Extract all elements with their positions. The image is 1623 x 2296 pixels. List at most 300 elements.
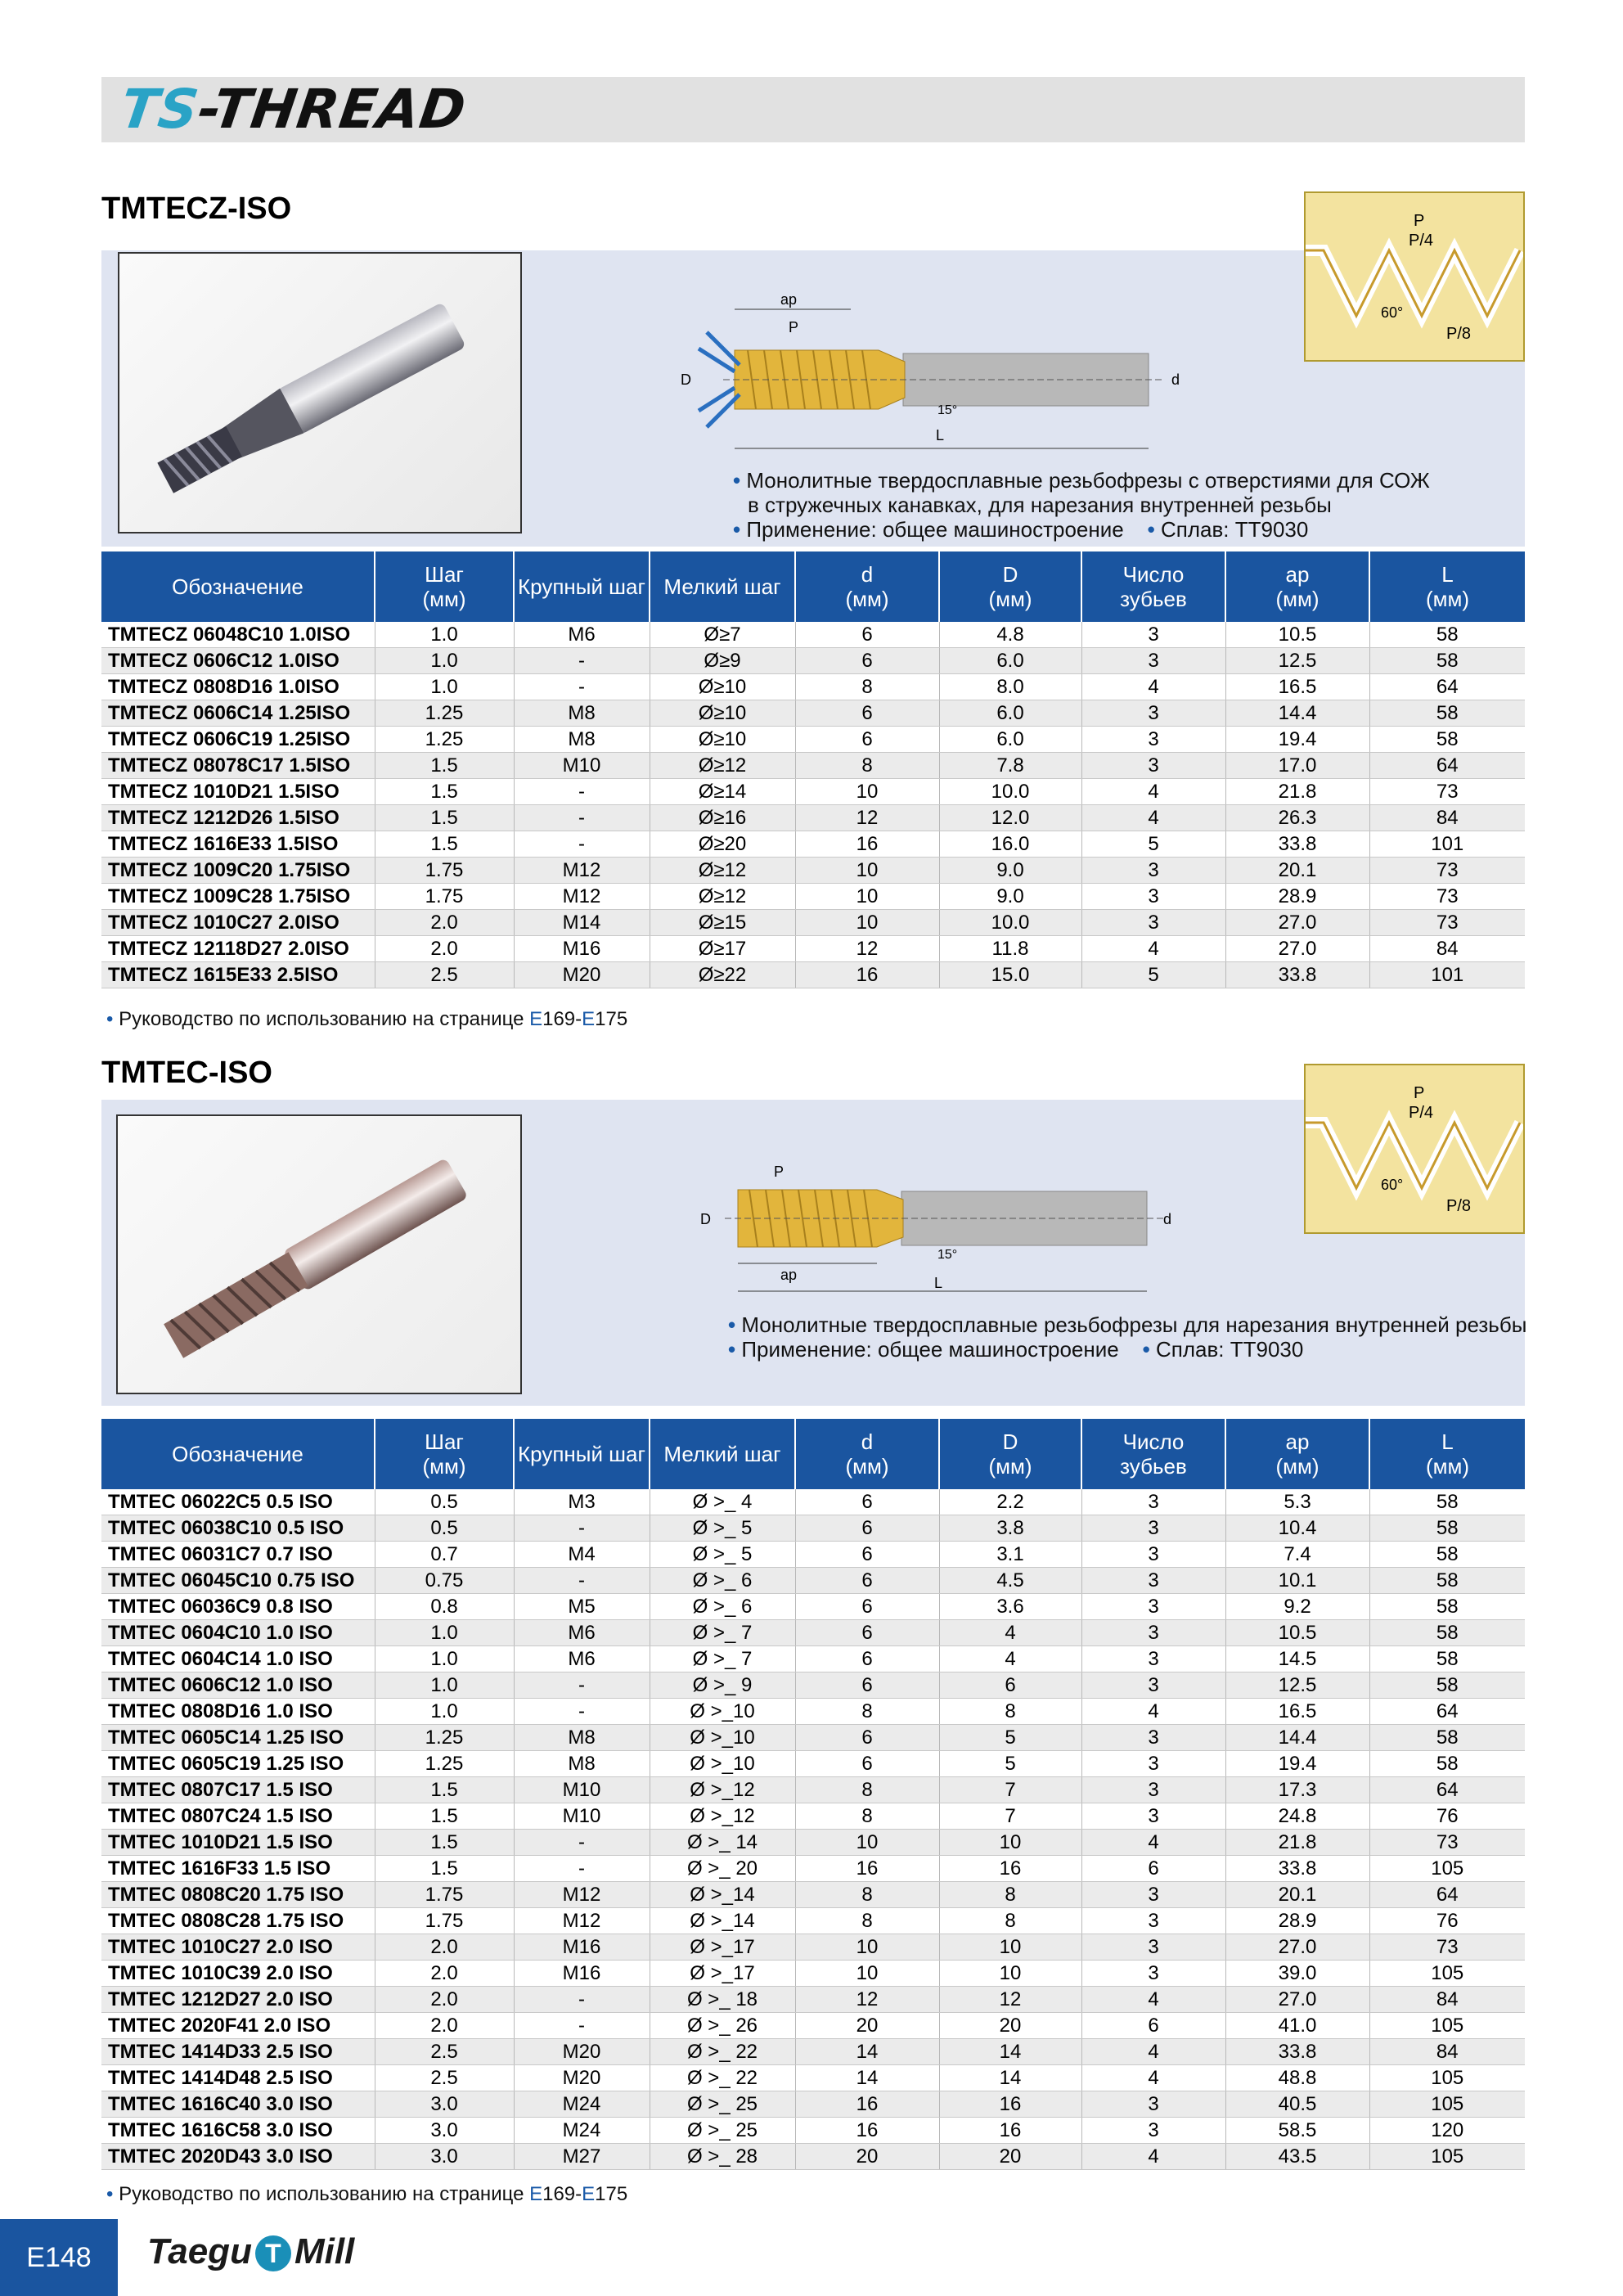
designation-cell: TMTEC 1010D21 1.5 ISO	[101, 1830, 375, 1856]
table-cell: 58.5	[1225, 2118, 1369, 2144]
table-cell: 58	[1369, 1620, 1525, 1646]
table-cell: 1.25	[375, 1751, 514, 1777]
ap-dim-label: ap	[780, 291, 798, 308]
designation-cell: TMTECZ 1615E33 2.5ISO	[101, 962, 375, 988]
table-cell: 28.9	[1225, 884, 1369, 910]
table-cell: 101	[1369, 962, 1525, 988]
table-cell: 16.5	[1225, 1699, 1369, 1725]
section-title-tmtec: TMTEC-ISO	[101, 1056, 272, 1090]
designation-cell: TMTECZ 08078C17 1.5ISO	[101, 753, 375, 779]
table-cell: -	[514, 1830, 650, 1856]
table-cell: 1.0	[375, 1646, 514, 1672]
product-photo-tmtecz	[118, 252, 522, 533]
designation-cell: TMTECZ 1212D26 1.5ISO	[101, 805, 375, 831]
table-cell: 3	[1081, 1489, 1225, 1515]
table-cell: 3	[1081, 1672, 1225, 1699]
profile-p4-label-2: P/4	[1409, 1104, 1434, 1122]
section-title-tmtecz: TMTECZ-ISO	[101, 191, 292, 226]
table-cell: 4	[1081, 805, 1225, 831]
pitch-dim-label: P	[789, 319, 799, 335]
table-cell: 58	[1369, 1515, 1525, 1542]
d-dim-label: d	[1171, 371, 1180, 388]
table-cell: 16	[939, 2091, 1081, 2118]
profile-p8-label: P/8	[1446, 325, 1472, 343]
table-row	[101, 936, 1525, 962]
table-cell: 10	[795, 1830, 939, 1856]
table-cell: Ø≥12	[650, 884, 795, 910]
D-dim-label-2: D	[700, 1211, 711, 1227]
column-header: Число зубьев	[1081, 1419, 1225, 1489]
table-cell: M10	[514, 1777, 650, 1803]
table-cell: 58	[1369, 1725, 1525, 1751]
table-cell: 4	[939, 1646, 1081, 1672]
table-cell: 1.25	[375, 700, 514, 727]
table-cell: Ø >_ 25	[650, 2118, 795, 2144]
designation-cell: TMTEC 0604C10 1.0 ISO	[101, 1620, 375, 1646]
table-cell: M12	[514, 1882, 650, 1908]
table-cell: Ø >_10	[650, 1699, 795, 1725]
table-cell: 7	[939, 1803, 1081, 1830]
table-cell: 14	[795, 2039, 939, 2065]
table-row	[101, 2118, 1525, 2144]
table-cell: Ø >_ 26	[650, 2013, 795, 2039]
profile-p8-label-2: P/8	[1446, 1197, 1472, 1215]
thread-profile-tmtec	[1304, 1064, 1525, 1234]
table-cell: M20	[514, 2065, 650, 2091]
designation-cell: TMTECZ 1010C27 2.0ISO	[101, 910, 375, 936]
table-cell: 10.0	[939, 910, 1081, 936]
table-cell: 58	[1369, 1594, 1525, 1620]
table-cell: M20	[514, 2039, 650, 2065]
table-cell: 2.0	[375, 1961, 514, 1987]
table-cell: 8	[939, 1908, 1081, 1934]
table-cell: Ø >_10	[650, 1725, 795, 1751]
table-cell: 8	[795, 1777, 939, 1803]
table-cell: 8	[795, 1908, 939, 1934]
table-row	[101, 1515, 1525, 1542]
table-cell: 105	[1369, 2013, 1525, 2039]
table-cell: 58	[1369, 622, 1525, 648]
table-cell: 10	[795, 858, 939, 884]
table-cell: 2.5	[375, 2039, 514, 2065]
profile-angle-label-2: 60°	[1381, 1177, 1404, 1193]
table-cell: 1.25	[375, 727, 514, 753]
table-cell: 10.0	[939, 779, 1081, 805]
table-cell: Ø >_ 6	[650, 1594, 795, 1620]
table-cell: 3	[1081, 1908, 1225, 1934]
table-cell: 20	[939, 2013, 1081, 2039]
ts-thread-logo: TS-THREAD	[116, 78, 470, 141]
table-cell: Ø≥9	[650, 648, 795, 674]
designation-cell: TMTEC 06022C5 0.5 ISO	[101, 1489, 375, 1515]
table-cell: 15.0	[939, 962, 1081, 988]
designation-cell: TMTECZ 0606C19 1.25ISO	[101, 727, 375, 753]
table-cell: 39.0	[1225, 1961, 1369, 1987]
table-cell: 40.5	[1225, 2091, 1369, 2118]
table-cell: 6	[795, 727, 939, 753]
table-cell: 5.3	[1225, 1489, 1369, 1515]
table-cell: 33.8	[1225, 831, 1369, 858]
table-cell: 64	[1369, 1777, 1525, 1803]
table-cell: 4	[1081, 1699, 1225, 1725]
ap-dim-label-2: ap	[780, 1267, 798, 1283]
table-cell: 64	[1369, 753, 1525, 779]
table-cell: 12	[795, 936, 939, 962]
table-cell: 3	[1081, 622, 1225, 648]
column-header: L (мм)	[1369, 1419, 1525, 1489]
table-cell: 8.0	[939, 674, 1081, 700]
table-cell: 84	[1369, 1987, 1525, 2013]
table-cell: 5	[939, 1751, 1081, 1777]
table-cell: 7.8	[939, 753, 1081, 779]
table-cell: 1.75	[375, 1882, 514, 1908]
table-cell: 3	[1081, 1777, 1225, 1803]
table-cell: 5	[1081, 831, 1225, 858]
table-cell: M16	[514, 1961, 650, 1987]
table-row	[101, 779, 1525, 805]
table-cell: Ø≥20	[650, 831, 795, 858]
table-cell: 84	[1369, 2039, 1525, 2065]
table-cell: 64	[1369, 674, 1525, 700]
table-cell: 3	[1081, 1882, 1225, 1908]
designation-cell: TMTEC 0605C19 1.25 ISO	[101, 1751, 375, 1777]
table-row	[101, 1961, 1525, 1987]
table-row	[101, 648, 1525, 674]
designation-cell: TMTEC 1616C40 3.0 ISO	[101, 2091, 375, 2118]
taegutec-mill-logo: Taegu T Mill	[147, 2231, 355, 2271]
table-row	[101, 1594, 1525, 1620]
table-cell: 6	[795, 1751, 939, 1777]
table-cell: 20	[795, 2013, 939, 2039]
table-cell: M8	[514, 1725, 650, 1751]
table-cell: 21.8	[1225, 779, 1369, 805]
designation-cell: TMTEC 2020D43 3.0 ISO	[101, 2144, 375, 2170]
table-cell: 14.4	[1225, 700, 1369, 727]
table-cell: 14.4	[1225, 1725, 1369, 1751]
designation-cell: TMTEC 1414D48 2.5 ISO	[101, 2065, 375, 2091]
table-cell: 26.3	[1225, 805, 1369, 831]
table-cell: 4	[1081, 779, 1225, 805]
table-row	[101, 674, 1525, 700]
table-cell: Ø≥12	[650, 753, 795, 779]
table-row	[101, 1830, 1525, 1856]
table-row	[101, 753, 1525, 779]
table-cell: 8	[795, 1699, 939, 1725]
table-cell: 1.0	[375, 1672, 514, 1699]
table-cell: -	[514, 831, 650, 858]
thread-profile-tmtecz	[1304, 191, 1525, 362]
table-row	[101, 700, 1525, 727]
table-cell: M12	[514, 884, 650, 910]
table-cell: 12	[795, 1987, 939, 2013]
table-cell: 1.5	[375, 1856, 514, 1882]
designation-cell: TMTEC 06038C10 0.5 ISO	[101, 1515, 375, 1542]
table-cell: 3	[1081, 1568, 1225, 1594]
column-header: Крупный шаг	[514, 551, 650, 622]
table-cell: 19.4	[1225, 1751, 1369, 1777]
table-cell: 105	[1369, 2091, 1525, 2118]
column-header: D (мм)	[939, 551, 1081, 622]
table-cell: 10	[795, 910, 939, 936]
column-header: L (мм)	[1369, 551, 1525, 622]
table-cell: M10	[514, 753, 650, 779]
table-cell: 0.5	[375, 1489, 514, 1515]
table-cell: 4.8	[939, 622, 1081, 648]
table-cell: 58	[1369, 727, 1525, 753]
table-cell: 48.8	[1225, 2065, 1369, 2091]
table-cell: 4	[1081, 2144, 1225, 2170]
table-cell: 3.6	[939, 1594, 1081, 1620]
column-header: Мелкий шаг	[650, 1419, 795, 1489]
table-cell: 73	[1369, 1934, 1525, 1961]
table-cell: 58	[1369, 1751, 1525, 1777]
table-cell: 8	[795, 753, 939, 779]
table-row	[101, 1568, 1525, 1594]
table-cell: M6	[514, 1620, 650, 1646]
table-cell: 10	[795, 1961, 939, 1987]
table-cell: Ø >_17	[650, 1934, 795, 1961]
table-cell: 9.2	[1225, 1594, 1369, 1620]
table-cell: 27.0	[1225, 936, 1369, 962]
table-cell: 8	[939, 1882, 1081, 1908]
table-cell: 10	[795, 884, 939, 910]
table-cell: 6	[1081, 1856, 1225, 1882]
table-cell: 3.0	[375, 2091, 514, 2118]
table-cell: 3	[1081, 1725, 1225, 1751]
table-cell: 6	[795, 1515, 939, 1542]
table-cell: 16	[795, 2118, 939, 2144]
table-cell: 4	[1081, 2065, 1225, 2091]
table-cell: 20	[795, 2144, 939, 2170]
column-header: ap (мм)	[1225, 551, 1369, 622]
table-cell: 14.5	[1225, 1646, 1369, 1672]
column-header: Обозначение	[101, 551, 375, 622]
table-cell: M16	[514, 936, 650, 962]
designation-cell: TMTEC 1414D33 2.5 ISO	[101, 2039, 375, 2065]
profile-p-label-2: P	[1414, 1084, 1425, 1102]
table-cell: Ø≥16	[650, 805, 795, 831]
column-header: Мелкий шаг	[650, 551, 795, 622]
table-cell: 8	[939, 1699, 1081, 1725]
table-cell: Ø >_ 4	[650, 1489, 795, 1515]
table-row	[101, 622, 1525, 648]
table-row	[101, 1882, 1525, 1908]
table-cell: Ø >_ 20	[650, 1856, 795, 1882]
table-row	[101, 1803, 1525, 1830]
table-cell: M5	[514, 1594, 650, 1620]
column-header: d (мм)	[795, 551, 939, 622]
table-row	[101, 962, 1525, 988]
table-cell: 1.5	[375, 753, 514, 779]
table-cell: 58	[1369, 1646, 1525, 1672]
table-cell: 16	[939, 2118, 1081, 2144]
designation-cell: TMTEC 06036C9 0.8 ISO	[101, 1594, 375, 1620]
table-cell: 0.8	[375, 1594, 514, 1620]
table-cell: Ø >_ 5	[650, 1542, 795, 1568]
table-cell: 73	[1369, 910, 1525, 936]
table-cell: 6	[795, 622, 939, 648]
pitch-dim-label-2: P	[774, 1164, 785, 1180]
d-dim-label-2: d	[1163, 1211, 1172, 1227]
L-dim-label: L	[936, 427, 945, 443]
spec-table-tmtec	[101, 1419, 1525, 2170]
page-number: E148	[0, 2219, 118, 2296]
table-cell: Ø >_ 22	[650, 2065, 795, 2091]
table-cell: -	[514, 1856, 650, 1882]
spec-table-tmtecz	[101, 551, 1525, 988]
table-cell: 4	[939, 1620, 1081, 1646]
table-cell: Ø≥10	[650, 700, 795, 727]
table-cell: 16	[795, 2091, 939, 2118]
designation-cell: TMTEC 1010C27 2.0 ISO	[101, 1934, 375, 1961]
table-cell: 1.0	[375, 1699, 514, 1725]
table-cell: -	[514, 674, 650, 700]
tool-diagram-tmtecz	[674, 283, 1198, 463]
table-cell: 27.0	[1225, 1987, 1369, 2013]
table-cell: 2.2	[939, 1489, 1081, 1515]
table-cell: 6	[795, 1620, 939, 1646]
table-cell: 6	[795, 1542, 939, 1568]
designation-cell: TMTEC 06045C10 0.75 ISO	[101, 1568, 375, 1594]
table-cell: -	[514, 805, 650, 831]
table-cell: 58	[1369, 1542, 1525, 1568]
table-cell: Ø≥17	[650, 936, 795, 962]
designation-cell: TMTECZ 0606C14 1.25ISO	[101, 700, 375, 727]
designation-cell: TMTECZ 0606C12 1.0ISO	[101, 648, 375, 674]
table-cell: 58	[1369, 648, 1525, 674]
table-cell: 3	[1081, 884, 1225, 910]
product-photo-tmtec	[116, 1114, 522, 1394]
table-cell: 12.5	[1225, 648, 1369, 674]
table-cell: 10	[939, 1961, 1081, 1987]
table-cell: 1.0	[375, 1620, 514, 1646]
designation-cell: TMTEC 0807C17 1.5 ISO	[101, 1777, 375, 1803]
designation-cell: TMTEC 0807C24 1.5 ISO	[101, 1803, 375, 1830]
table-cell: 20.1	[1225, 1882, 1369, 1908]
table-row	[101, 1908, 1525, 1934]
table-cell: Ø≥10	[650, 674, 795, 700]
table-cell: 17.0	[1225, 753, 1369, 779]
table-cell: 1.0	[375, 622, 514, 648]
table-cell: 3	[1081, 648, 1225, 674]
table-row	[101, 1934, 1525, 1961]
designation-cell: TMTECZ 06048C10 1.0ISO	[101, 622, 375, 648]
table-cell: 3.0	[375, 2118, 514, 2144]
designation-cell: TMTEC 0605C14 1.25 ISO	[101, 1725, 375, 1751]
designation-cell: TMTEC 1010C39 2.0 ISO	[101, 1961, 375, 1987]
table-cell: 14	[795, 2065, 939, 2091]
table-row	[101, 1987, 1525, 2013]
table-cell: 76	[1369, 1803, 1525, 1830]
designation-cell: TMTECZ 12118D27 2.0ISO	[101, 936, 375, 962]
table-cell: 33.8	[1225, 962, 1369, 988]
table-cell: 84	[1369, 805, 1525, 831]
table-cell: Ø >_14	[650, 1908, 795, 1934]
table-cell: 0.75	[375, 1568, 514, 1594]
column-header: ap (мм)	[1225, 1419, 1369, 1489]
table-cell: 33.8	[1225, 1856, 1369, 1882]
table-cell: 1.75	[375, 884, 514, 910]
table-cell: 3	[1081, 1961, 1225, 1987]
table-cell: 14	[939, 2065, 1081, 2091]
table-row	[101, 805, 1525, 831]
table-cell: Ø >_10	[650, 1751, 795, 1777]
designation-cell: TMTECZ 0808D16 1.0ISO	[101, 674, 375, 700]
table-cell: 6	[795, 648, 939, 674]
table-cell: 1.0	[375, 674, 514, 700]
table-cell: 1.0	[375, 648, 514, 674]
table-cell: 10	[939, 1830, 1081, 1856]
table-cell: Ø >_ 6	[650, 1568, 795, 1594]
table-cell: 43.5	[1225, 2144, 1369, 2170]
table-cell: 1.75	[375, 858, 514, 884]
table-cell: 7.4	[1225, 1542, 1369, 1568]
table-cell: 41.0	[1225, 2013, 1369, 2039]
table-row	[101, 884, 1525, 910]
table-cell: 3	[1081, 753, 1225, 779]
table-cell: 6	[795, 1646, 939, 1672]
table-cell: 8	[795, 674, 939, 700]
table-cell: M4	[514, 1542, 650, 1568]
table-cell: M8	[514, 700, 650, 727]
column-header: Шаг (мм)	[375, 1419, 514, 1489]
features-tmtec: • Монолитные твердосплавные резьбофрезы для нарезания внутренней резьбы • Применение: общее машиностроение • Сплав: TT9030	[728, 1312, 1527, 1362]
designation-cell: TMTEC 0604C14 1.0 ISO	[101, 1646, 375, 1672]
table-cell: 16.0	[939, 831, 1081, 858]
table-cell: 1.75	[375, 1908, 514, 1934]
table-cell: 3.0	[375, 2144, 514, 2170]
table-cell: 6	[795, 1594, 939, 1620]
usage-note-tmtec: • Руководство по использованию на странице E169-E175	[106, 2183, 628, 2205]
table-cell: 1.5	[375, 779, 514, 805]
table-cell: -	[514, 648, 650, 674]
table-cell: 3	[1081, 2118, 1225, 2144]
table-cell: 9.0	[939, 858, 1081, 884]
table-cell: 9.0	[939, 884, 1081, 910]
table-cell: 3	[1081, 1515, 1225, 1542]
table-cell: 14	[939, 2039, 1081, 2065]
table-row	[101, 2091, 1525, 2118]
table-cell: 6	[939, 1672, 1081, 1699]
table-cell: M3	[514, 1489, 650, 1515]
table-cell: 12.5	[1225, 1672, 1369, 1699]
table-cell: Ø >_ 25	[650, 2091, 795, 2118]
angle-dim-label: 15°	[937, 403, 958, 417]
L-dim-label-2: L	[934, 1275, 943, 1291]
table-cell: Ø >_12	[650, 1803, 795, 1830]
table-cell: 6	[795, 700, 939, 727]
table-cell: 3	[1081, 1803, 1225, 1830]
table-cell: 6	[795, 1489, 939, 1515]
table-cell: 10	[795, 779, 939, 805]
table-cell: 6	[1081, 2013, 1225, 2039]
table-cell: Ø≥15	[650, 910, 795, 936]
table-cell: 3	[1081, 1646, 1225, 1672]
table-row	[101, 858, 1525, 884]
table-cell: 10	[939, 1934, 1081, 1961]
designation-cell: TMTECZ 1010D21 1.5ISO	[101, 779, 375, 805]
designation-cell: TMTEC 2020F41 2.0 ISO	[101, 2013, 375, 2039]
table-cell: -	[514, 1699, 650, 1725]
table-cell: -	[514, 1987, 650, 2013]
table-cell: 7	[939, 1777, 1081, 1803]
table-cell: Ø≥7	[650, 622, 795, 648]
table-cell: M24	[514, 2091, 650, 2118]
table-cell: 3	[1081, 2091, 1225, 2118]
table-cell: 2.0	[375, 1934, 514, 1961]
table-cell: 17.3	[1225, 1777, 1369, 1803]
table-cell: Ø >_ 7	[650, 1646, 795, 1672]
